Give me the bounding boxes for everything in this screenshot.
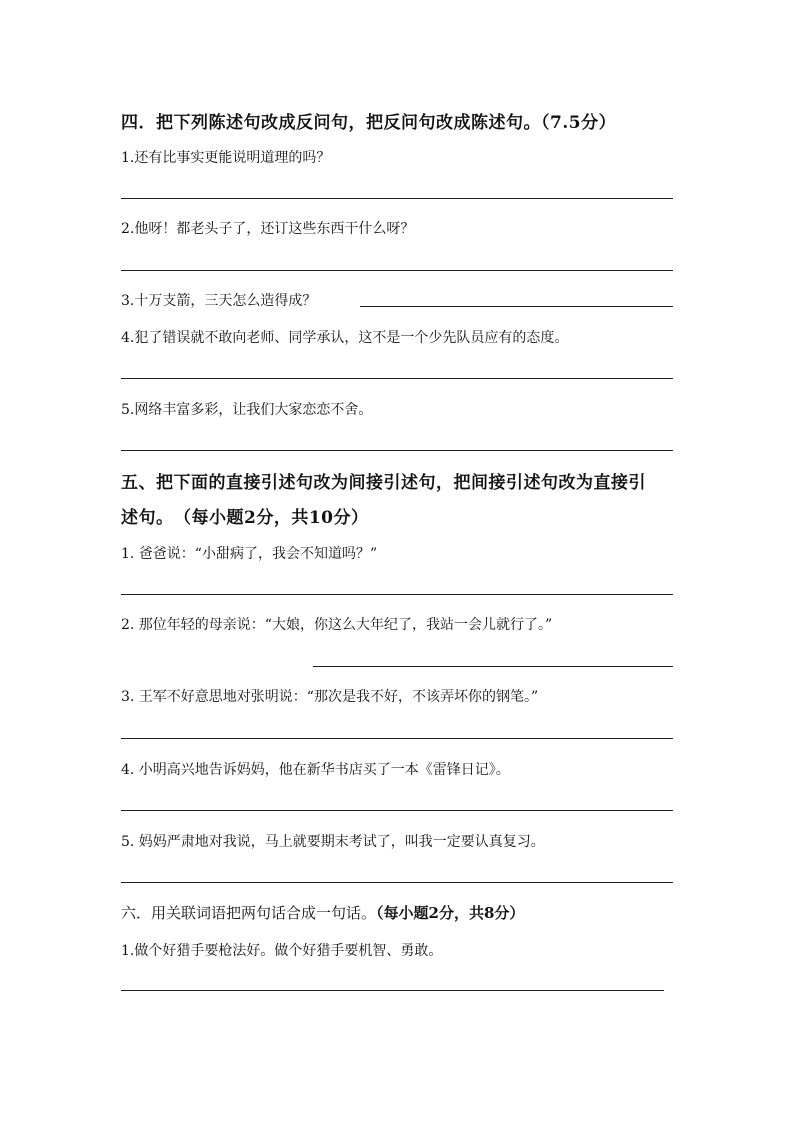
- s4-answer-line-5[interactable]: [121, 450, 673, 451]
- s4-question-5: 5.网络丰富多彩，让我们大家恋恋不舍。: [121, 402, 373, 418]
- section-5-title-line-2: 述句。 （每小题2分，共10分）: [121, 508, 369, 528]
- s5-question-4: 4. 小明高兴地告诉妈妈，他在新华书店买了一本《雷锋日记》。: [121, 762, 510, 778]
- section-5-title-line-1: 五、把下面的直接引述句改为间接引述句，把间接引述句改为直接引: [121, 473, 646, 493]
- s4-question-4: 4.犯了错误就不敢向老师、同学承认，这不是一个少先队员应有的态度。: [121, 330, 569, 346]
- section-6-title-text: 六．用关联词语把两句话合成一句话。: [121, 904, 377, 922]
- s5-question-5: 5. 妈妈严肃地对我说，马上就要期末考试了，叫我一定要认真复习。: [121, 834, 545, 850]
- s4-question-2: 2.他呀！都老头子了，还订这些东西干什么呀？: [121, 221, 415, 237]
- s5-answer-line-3[interactable]: [121, 738, 673, 739]
- s4-answer-line-3[interactable]: [360, 306, 673, 307]
- s4-answer-line-2[interactable]: [121, 270, 673, 271]
- section-4-title: 四．把下列陈述句改成反问句，把反问句改成陈述句。（7.5分）: [121, 113, 617, 133]
- s5-answer-line-4[interactable]: [121, 810, 673, 811]
- s5-answer-line-1[interactable]: [121, 594, 673, 595]
- s5-question-2: 2. 那位年轻的母亲说：“大娘，你这么大年纪了，我站一会儿就行了。”: [121, 617, 553, 633]
- s5-question-3: 3. 王军不好意思地对张明说：“那次是我不好，不该弄坏你的钢笔。”: [121, 689, 539, 705]
- s4-question-1: 1.还有比事实更能说明道理的吗？: [121, 150, 331, 166]
- s6-answer-line-1[interactable]: [121, 990, 664, 991]
- s5-answer-line-5[interactable]: [121, 882, 673, 883]
- s5-question-1: 1. 爸爸说：“小甜病了，我会不知道吗？”: [121, 546, 378, 562]
- section-6-title: [121, 902, 524, 923]
- s6-question-1: 1.做个好猎手要枪法好。做个好猎手要机智、勇敢。: [121, 943, 443, 959]
- s4-answer-line-1[interactable]: [121, 198, 673, 199]
- section-6-score: （每小题2分，共8分）: [376, 904, 525, 922]
- s4-answer-line-4[interactable]: [121, 378, 673, 379]
- s5-answer-line-2[interactable]: [313, 666, 673, 667]
- s4-question-3: 3.十万支箭，三天怎么造得成？: [121, 293, 317, 309]
